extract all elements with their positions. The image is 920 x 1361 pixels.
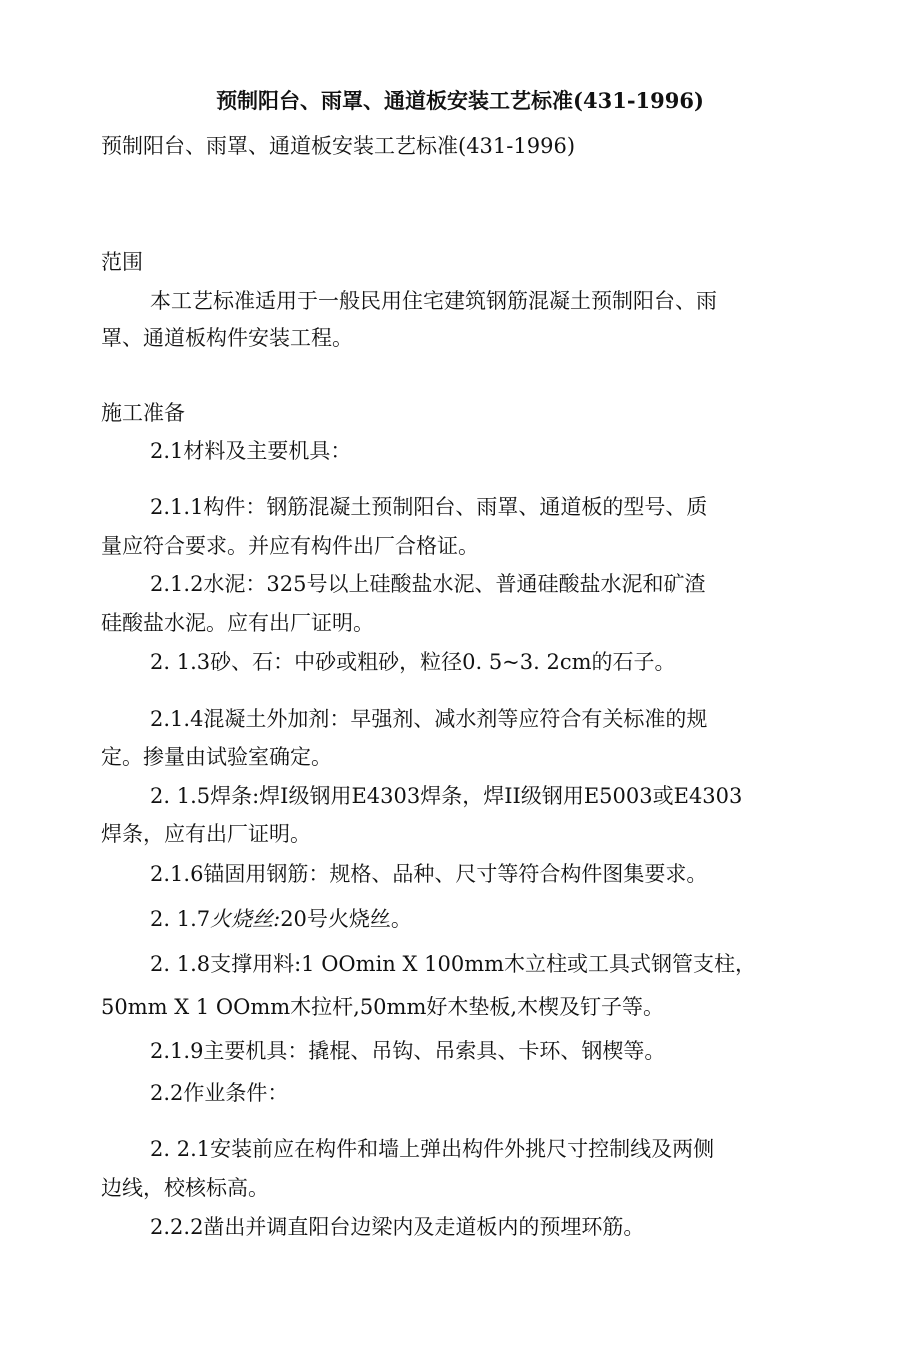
clause-2-1-3: 2. 1.3砂、石：中砂或粗砂，粒径0. 5~3. 2cm的石子。	[150, 650, 676, 674]
document-title: 预制阳台、雨罩、通道板安装工艺标准(431-1996)	[216, 88, 704, 113]
clause-2-1-5-cont: 焊条，应有出厂证明。	[101, 822, 311, 846]
section-heading-prep: 施工准备	[101, 401, 185, 425]
clause-2-1-7-text: 20号火烧丝。	[280, 907, 412, 931]
paragraph-line: 罩、通道板构件安装工程。	[101, 326, 353, 350]
document-subtitle: 预制阳台、雨罩、通道板安装工艺标准(431-1996)	[101, 134, 576, 158]
clause-2-1-8: 2. 1.8支撑用料:1 OOmin X 100mm木立柱或工具式钢管支柱，	[150, 952, 757, 976]
clause-2-1-4: 2.1.4混凝土外加剂：早强剂、减水剂等应符合有关标准的规	[150, 707, 708, 731]
paragraph-line: 本工艺标准适用于一般民用住宅建筑钢筋混凝土预制阳台、雨	[150, 289, 717, 313]
clause-2-1-8-cont: 50mm X 1 OOmm木拉杆,50mm好木垫板,木楔及钉子等。	[101, 995, 665, 1019]
clause-2-1-9: 2.1.9主要机具：撬棍、吊钩、吊索具、卡环、钢楔等。	[150, 1039, 666, 1063]
clause-2-1-1-cont: 量应符合要求。并应有构件出厂合格证。	[101, 534, 479, 558]
clause-2-1-7	[150, 904, 840, 934]
clause-2-1-5: 2. 1.5焊条:焊I级钢用E4303焊条，焊II级钢用E5003或E4303	[150, 784, 743, 808]
clause-2-1-2-cont: 硅酸盐水泥。应有出厂证明。	[101, 611, 374, 635]
clause-2-1-6: 2.1.6锚固用钢筋：规格、品种、尺寸等符合构件图集要求。	[150, 862, 708, 886]
clause-2-2-1: 2. 2.1安装前应在构件和墙上弹出构件外挑尺寸控制线及两侧	[150, 1137, 715, 1161]
clause-2-1-7-number: 2. 1.7	[150, 907, 211, 931]
clause-2-1-7-term: 火烧丝:	[210, 907, 281, 931]
clause-2-2-2: 2.2.2凿出并调直阳台边梁内及走道板内的预埋环筋。	[150, 1215, 645, 1239]
clause-2-1-4-cont: 定。掺量由试验室确定。	[101, 745, 332, 769]
section-heading-scope: 范围	[101, 250, 143, 274]
clause-2-1-2: 2.1.2水泥：325号以上硅酸盐水泥、普通硅酸盐水泥和矿渣	[150, 572, 706, 596]
clause-2-2: 2.2作业条件：	[150, 1081, 289, 1105]
clause-2-1-1: 2.1.1构件：钢筋混凝土预制阳台、雨罩、通道板的型号、质	[150, 495, 708, 519]
clause-2-1: 2.1材料及主要机具：	[150, 439, 352, 463]
clause-2-2-1-cont: 边线，校核标高。	[101, 1176, 269, 1200]
